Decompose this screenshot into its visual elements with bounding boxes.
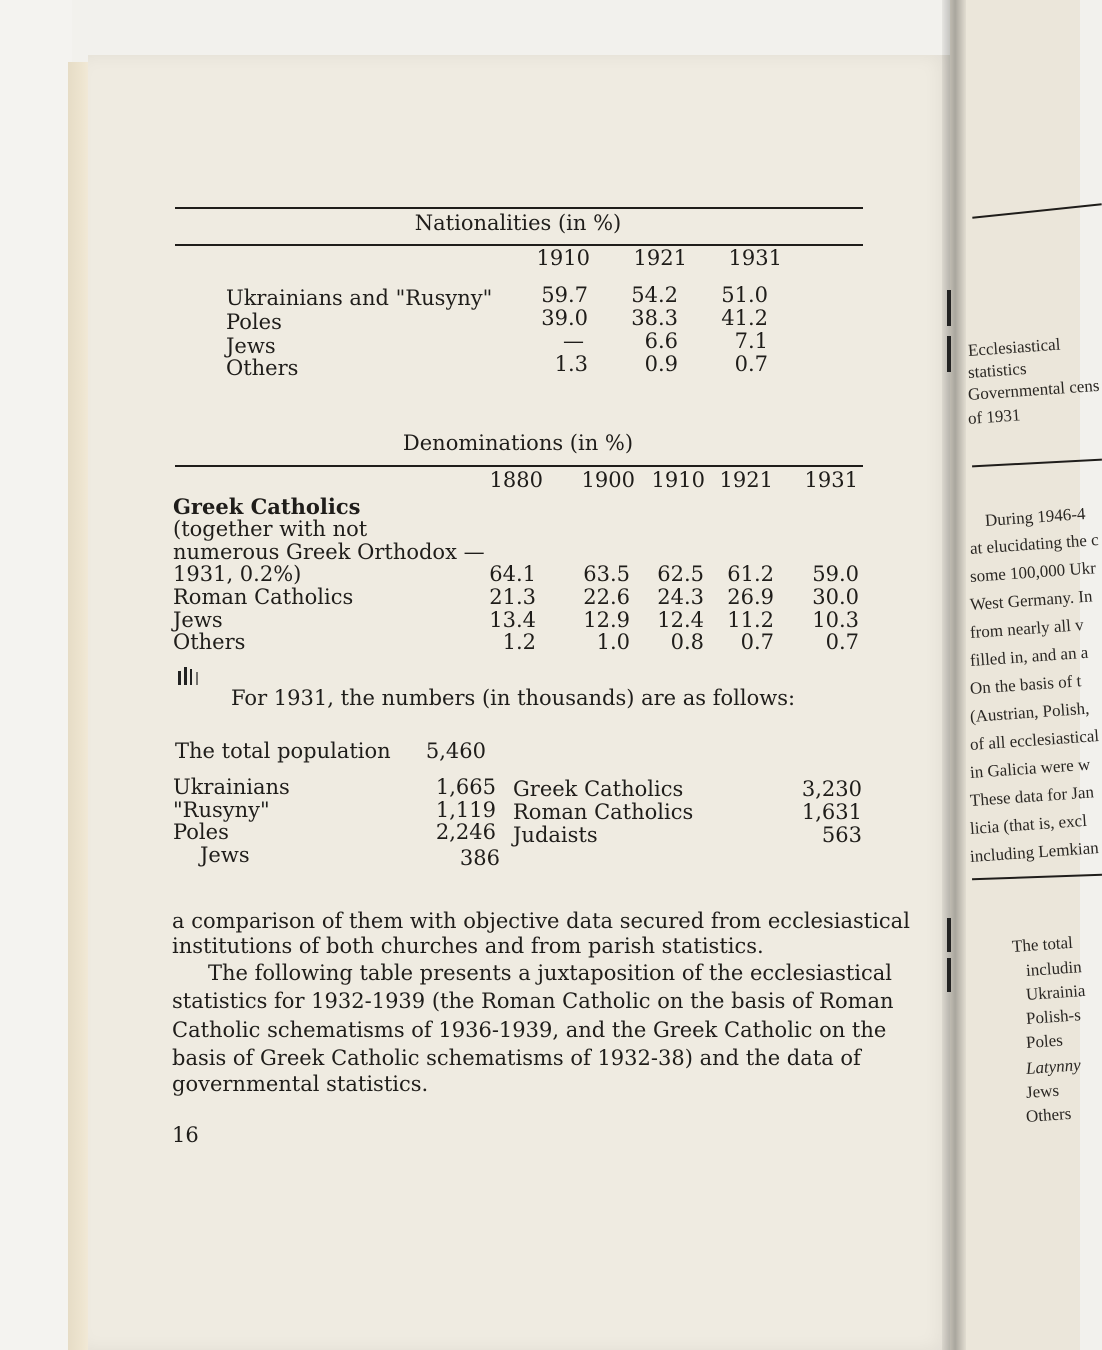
body-text-line: governmental statistics.	[172, 1072, 429, 1096]
right-page	[950, 0, 1101, 1350]
den-cell: 0.8	[670, 630, 704, 654]
page-mark	[947, 290, 951, 326]
body-text-line: a comparison of them with objective data secured from ecclesiastical	[172, 909, 910, 933]
right-table-line: includin	[1025, 957, 1083, 980]
nationality-count-label: "Rusyny"	[173, 798, 270, 822]
den-cell: 11.2	[727, 608, 774, 632]
margin-note-line: of 1931	[967, 405, 1021, 428]
denominations-title: Denominations (in %)	[402, 431, 634, 455]
nat-cell: 59.7	[541, 283, 588, 307]
den-cell: 62.5	[657, 562, 704, 586]
nat-cell: 38.3	[631, 306, 678, 330]
right-body-line: in Galicia were w	[969, 754, 1091, 782]
denomination-count-value: 1,631	[801, 800, 862, 824]
denomination-count-label: Judaists	[513, 823, 598, 847]
nat-cell: 6.6	[644, 329, 678, 353]
nationality-count-value: 386	[459, 846, 500, 870]
nationalities-title: Nationalities (in %)	[414, 211, 622, 235]
right-body-line: including Lemkian	[969, 838, 1100, 866]
den-row-label: Others	[173, 630, 246, 654]
den-cell: 59.0	[812, 562, 859, 586]
den-cell: 10.3	[812, 608, 859, 632]
book-edge	[68, 62, 90, 1350]
den-year-header: 1931	[804, 468, 858, 492]
right-body-line: These data for Jan	[969, 782, 1095, 810]
page-mark	[947, 918, 951, 952]
page-number: 16	[172, 1123, 199, 1147]
right-table-line: Latynny	[1025, 1055, 1082, 1078]
ink-smudge	[176, 667, 212, 685]
denominations-header-rule	[175, 465, 863, 467]
nat-cell: 41.2	[721, 306, 768, 330]
nat-cell: 1.3	[554, 352, 588, 376]
denomination-count-label: Greek Catholics	[513, 777, 684, 801]
right-body-line: West Germany. In	[969, 586, 1094, 614]
den-year-header: 1900	[581, 468, 635, 492]
nationality-count-value: 1,665	[435, 775, 496, 799]
nat-cell: —	[563, 329, 584, 353]
nat-cell: 39.0	[541, 306, 588, 330]
nat-cell: 54.2	[631, 283, 678, 307]
total-population-value: 5,460	[425, 739, 486, 763]
right-table-line: Others	[1025, 1103, 1072, 1126]
den-greek-label: (together with not	[173, 517, 368, 541]
right-page-rule	[972, 203, 1101, 219]
right-body-line: at elucidating the c	[969, 530, 1100, 558]
nationality-count-label: Poles	[173, 820, 229, 844]
body-text-line: Catholic schematisms of 1936-1939, and the Greek Catholic on the	[172, 1018, 887, 1042]
nat-row-label: Jews	[226, 334, 276, 358]
den-cell: 21.3	[489, 585, 536, 609]
den-cell: 24.3	[657, 585, 704, 609]
den-cell: 13.4	[489, 608, 536, 632]
den-cell: 12.4	[657, 608, 704, 632]
page-mark	[947, 336, 951, 372]
den-greek-label: numerous Greek Orthodox —	[173, 540, 485, 564]
nationality-count-label: Ukrainians	[173, 775, 290, 799]
nat-row-label: Others	[226, 356, 299, 380]
nationality-count-value: 2,246	[435, 820, 496, 844]
page-mark	[947, 958, 951, 992]
den-cell: 26.9	[727, 585, 774, 609]
den-cell: 63.5	[583, 562, 630, 586]
right-table-line: Ukrainia	[1025, 980, 1087, 1004]
den-greek-label: 1931, 0.2%)	[173, 562, 302, 586]
right-body-line: filled in, and an a	[969, 642, 1089, 670]
nat-cell: 51.0	[721, 283, 768, 307]
body-text-line: The following table presents a juxtaposition of the ecclesiastical	[208, 961, 893, 985]
nat-cell: 0.7	[734, 352, 768, 376]
den-row-label: Jews	[173, 608, 223, 632]
total-population-label: The total population	[175, 739, 391, 763]
nationality-count-value: 1,119	[435, 798, 496, 822]
body-text-line: basis of Greek Catholic schematisms of 1932-38) and the data of	[172, 1046, 861, 1070]
margin-note-line: Ecclesiastical	[967, 334, 1061, 360]
right-body-line: of all ecclesiastical	[969, 726, 1100, 754]
den-greek-label: Greek Catholics	[173, 494, 361, 519]
den-cell: 0.7	[825, 630, 859, 654]
right-body-line: On the basis of t	[969, 671, 1082, 698]
nat-year-header: 1931	[728, 246, 782, 270]
den-cell: 61.2	[727, 562, 774, 586]
right-page-rule	[972, 874, 1102, 881]
right-body-line: from nearly all v	[969, 615, 1085, 642]
den-year-header: 1910	[651, 468, 705, 492]
den-cell: 1.0	[596, 630, 630, 654]
den-year-header: 1921	[719, 468, 773, 492]
left-page	[88, 55, 950, 1350]
nat-row-label: Ukrainians and "Rusyny"	[226, 286, 493, 310]
nationality-count-label: Jews	[200, 843, 250, 867]
den-cell: 1.2	[502, 630, 536, 654]
margin-note-line: statistics	[967, 358, 1028, 382]
book-gutter-shadow	[942, 0, 966, 1350]
body-text-line: statistics for 1932-1939 (the Roman Catholic on the basis of Roman	[172, 989, 894, 1013]
nat-year-header: 1910	[536, 246, 590, 270]
nat-row-label: Poles	[226, 310, 282, 334]
nat-cell: 7.1	[734, 329, 768, 353]
right-body-line: some 100,000 Ukr	[969, 558, 1097, 586]
numbers-intro: For 1931, the numbers (in thousands) are as follows:	[231, 686, 796, 710]
left-margin-background	[0, 0, 72, 1350]
body-text-line: institutions of both churches and from parish statistics.	[172, 934, 764, 958]
margin-note-line: Governmental cens	[967, 375, 1101, 404]
right-body-line: (Austrian, Polish,	[969, 698, 1090, 726]
right-body-line: licia (that is, excl	[969, 810, 1088, 838]
nat-year-header: 1921	[633, 246, 687, 270]
den-year-header: 1880	[489, 468, 543, 492]
right-table-line: Jews	[1025, 1080, 1060, 1102]
den-cell: 64.1	[489, 562, 536, 586]
den-row-label: Roman Catholics	[173, 585, 354, 609]
nationalities-top-rule	[175, 207, 863, 209]
den-cell: 12.9	[583, 608, 630, 632]
nat-cell: 0.9	[644, 352, 678, 376]
denomination-count-value: 563	[821, 823, 862, 847]
den-cell: 22.6	[583, 585, 630, 609]
right-table-line: Polish-s	[1025, 1005, 1082, 1028]
den-cell: 30.0	[812, 585, 859, 609]
right-body-line: During 1946-4	[984, 504, 1086, 530]
denomination-count-value: 3,230	[801, 777, 862, 801]
right-table-line: The total	[1011, 932, 1074, 956]
den-cell: 0.7	[740, 630, 774, 654]
denomination-count-label: Roman Catholics	[513, 800, 694, 824]
right-table-line: Poles	[1025, 1030, 1064, 1052]
right-page-rule	[972, 459, 1102, 468]
